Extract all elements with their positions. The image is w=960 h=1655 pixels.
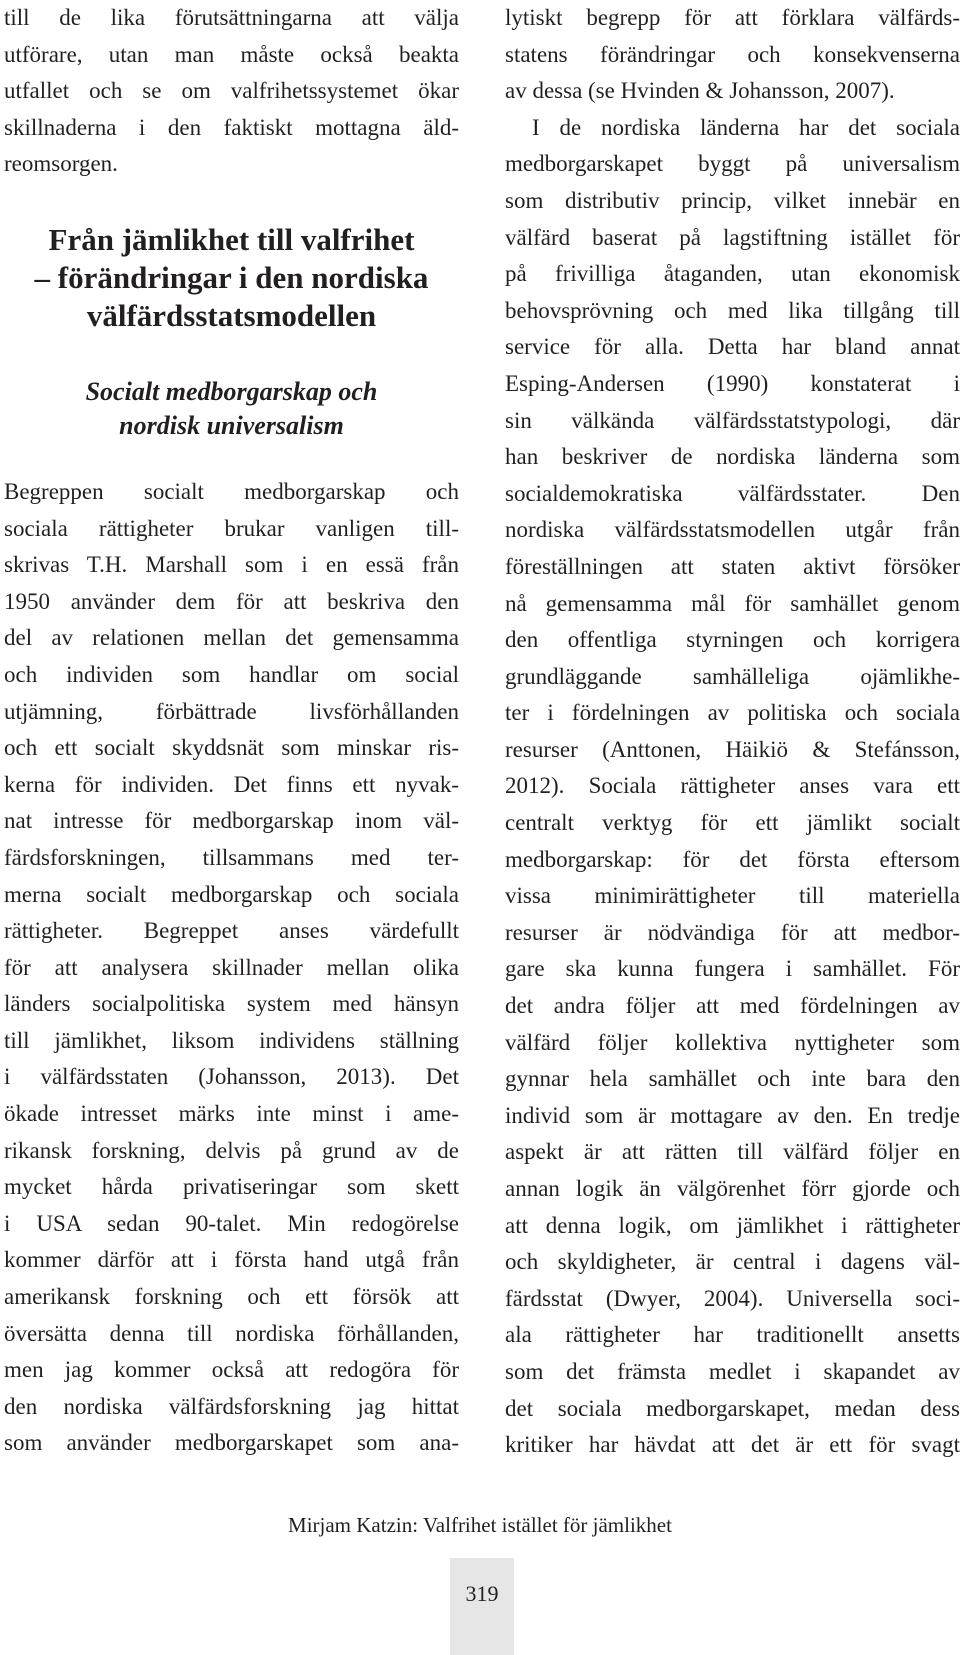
text-line: Begreppen socialt medborgarskap och (4, 478, 459, 504)
text-line: reomsorgen. (4, 151, 118, 177)
text-line: grundläggande samhälleliga ojämlikhe- (505, 663, 960, 689)
text-line: det andra följer att med fördelningen av (505, 993, 960, 1019)
text-line: medborgarskapet byggt på universalism (505, 151, 960, 177)
text-line: länders socialpolitiska system med hänsyn (4, 991, 459, 1017)
text-line: 2012). Sociala rättigheter anses vara ett (505, 773, 960, 799)
section-heading (4, 221, 459, 335)
text-line: till de lika förutsättningarna att välja (4, 5, 459, 30)
text-line: som distributiv princip, vilket innebär en (505, 187, 960, 213)
text-line: gare ska kunna fungera i samhället. För (505, 956, 960, 982)
text-line: men jag kommer också att redogöra för (4, 1357, 459, 1383)
text-line: den nordiska välfärdsforskning jag hittat (4, 1393, 459, 1419)
text-line: centralt verktyg för ett jämlikt socialt (505, 810, 960, 836)
text-line: han beskriver de nordiska länderna som (505, 444, 960, 470)
text-line: socialdemokratiska välfärdsstater. Den (505, 480, 960, 506)
text-line: skrivas T.H. Marshall som i en essä från (4, 552, 459, 578)
text-line: nat intresse för medborgarskap inom väl- (4, 808, 459, 834)
text-line: till jämlikhet, liksom individens ställning (4, 1027, 459, 1053)
text-line: ökade intresset märks inte minst i ame- (4, 1101, 459, 1127)
text-line: statens förändringar och konsekvenserna (505, 41, 960, 67)
text-line: kommer därför att i första hand utgå från (4, 1247, 459, 1273)
text-line: i USA sedan 90-talet. Min redogörelse (4, 1210, 459, 1236)
text-line: nordiska välfärdsstatsmodellen utgår från (505, 517, 960, 543)
text-line: rättigheter. Begreppet anses värdefullt (4, 918, 459, 944)
text-line: kritiker har hävdat att det är ett för svagt (505, 1432, 960, 1458)
text-line: individ som är mottagare av den. En tredje (505, 1102, 960, 1128)
text-line: sociala rättigheter brukar vanligen till- (4, 515, 459, 541)
text-line: gynnar hela samhället och inte bara den (505, 1066, 960, 1092)
text-line: som det främsta medlet i skapandet av (505, 1358, 960, 1384)
subheading-line: Socialt medborgarskap och (85, 376, 378, 406)
text-line: sin välkända välfärdsstatstypologi, där (505, 407, 960, 433)
text-line: översätta denna till nordiska förhållanden, (4, 1320, 459, 1346)
text-line: som använder medborgarskapet som ana- (4, 1430, 459, 1456)
text-line: att denna logik, om jämlikhet i rättigheter (505, 1212, 960, 1238)
text-line: och ett socialt skyddsnät som minskar ris- (4, 735, 459, 761)
text-line: på frivilliga åtaganden, utan ekonomisk (505, 261, 960, 287)
text-line: i välfärdsstaten (Johansson, 2013). Det (4, 1064, 459, 1090)
text-line: och individen som handlar om social (4, 661, 459, 687)
text-line: den offentliga styrningen och korrigera (505, 627, 960, 653)
text-line: välfärd följer kollektiva nyttigheter som (505, 1029, 960, 1055)
text-line: ala rättigheter har traditionellt ansetts (505, 1322, 960, 1348)
text-line: Esping-Andersen (1990) konstaterat i (505, 370, 960, 396)
text-line: det sociala medborgarskapet, medan dess (505, 1395, 960, 1421)
subheading-line: nordisk universalism (119, 410, 344, 440)
text-line: kerna för individen. Det finns ett nyvak- (4, 771, 459, 797)
text-line: I de nordiska länderna har det sociala (532, 114, 960, 140)
text-line: resurser är nödvändiga för att medbor- (505, 919, 960, 945)
text-line: service för alla. Detta har bland annat (505, 334, 960, 360)
text-line: resurser (Anttonen, Häikiö & Stefánsson, (505, 736, 960, 762)
text-line: 1950 använder dem för att beskriva den (4, 588, 459, 614)
text-line: vissa minimirättigheter till materiella (505, 883, 960, 909)
text-line: merna socialt medborgarskap och sociala (4, 881, 459, 907)
text-line: amerikansk forskning och ett försök att (4, 1284, 459, 1310)
text-line: föreställningen att staten aktivt försöker (505, 553, 960, 579)
text-line: lytiskt begrepp för att förklara välfärds- (505, 5, 960, 30)
text-line: medborgarskap: för det första eftersom (505, 846, 960, 872)
left-column (4, 0, 459, 1462)
text-line: behovsprövning och med lika tillgång till (505, 297, 960, 323)
heading-line: Från jämlikhet till valfrihet (48, 221, 415, 257)
text-line: utförare, utan man måste också beakta (4, 41, 459, 67)
text-line: färdsforskningen, tillsammans med ter- (4, 844, 459, 870)
text-line: utjämning, förbättrade livsförhållanden (4, 698, 459, 724)
text-line: och skyldigheter, är central i dagens väl- (505, 1249, 960, 1275)
text-line: del av relationen mellan det gemensamma (4, 625, 459, 651)
text-line: rikansk forskning, delvis på grund av de (4, 1137, 459, 1163)
running-footer: Mirjam Katzin: Valfrihet istället för jämlikhet (288, 1513, 672, 1537)
text-line: nå gemensamma mål för samhället genom (505, 590, 960, 616)
text-line: välfärd baserat på lagstiftning istället för (505, 224, 960, 250)
intro-paragraph (4, 0, 459, 183)
subsection-heading (4, 375, 459, 443)
text-line: annan logik än välgörenhet förr gjorde och (505, 1176, 960, 1201)
text-line: ter i fördelningen av politiska och sociala (505, 700, 960, 726)
heading-line: – förändringar i den nordiska (34, 259, 429, 295)
heading-line: välfärdsstatsmodellen (86, 297, 377, 333)
text-line: för att analysera skillnader mellan olika (4, 954, 459, 980)
text-line: mycket hårda privatiseringar som skett (4, 1174, 459, 1200)
text-line: utfallet och se om valfrihetssystemet ökar (4, 78, 459, 104)
continued-paragraph (505, 0, 960, 110)
text-line: aspekt är att rätten till välfärd följer en (505, 1139, 960, 1165)
text-line: skillnaderna i den faktiskt mottagna äld- (4, 114, 459, 140)
page-number: 319 (450, 1558, 514, 1655)
text-line: av dessa (se Hvinden & Johansson, 2007). (505, 78, 895, 104)
text-line: färdsstat (Dwyer, 2004). Universella soci- (505, 1285, 960, 1311)
body-paragraph (4, 474, 459, 1462)
body-paragraph (505, 110, 960, 1464)
right-column (505, 0, 960, 1464)
